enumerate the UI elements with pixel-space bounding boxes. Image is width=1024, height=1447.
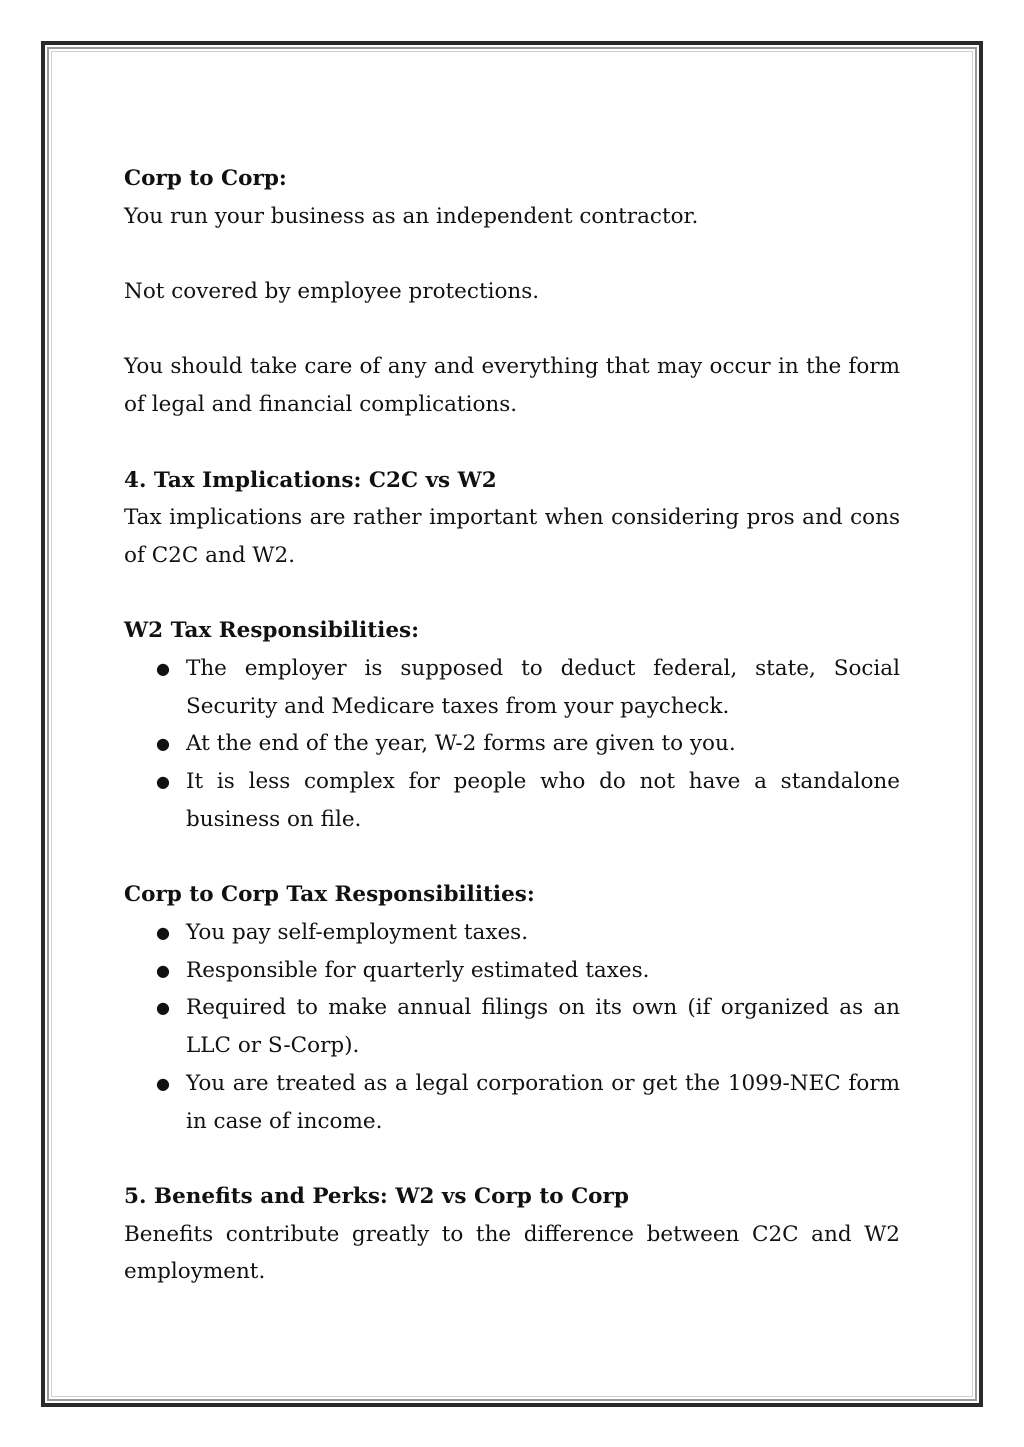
list-item — [124, 725, 900, 763]
spacer — [124, 575, 900, 613]
spacer — [124, 311, 900, 349]
bullet-icon: ● — [156, 734, 170, 754]
list-item — [124, 763, 900, 838]
list-item — [124, 989, 900, 1064]
c2c-tax-heading: Corp to Corp Tax Responsibilities: — [124, 882, 535, 908]
tax-implications-para: Tax implications are rather important when considering pros and cons of C2C and W2. — [124, 505, 900, 568]
corp-to-corp-para-1: You run your business as an independent contractor. — [124, 203, 699, 229]
benefits-heading: 5. Benefits and Perks: W2 vs Corp to Corp — [124, 1183, 629, 1209]
list-item — [124, 914, 900, 952]
bullet-icon: ● — [156, 960, 170, 980]
list-item — [124, 650, 900, 725]
spacer — [124, 424, 900, 462]
list-item-text: Required to make annual filings on its own (if organized as an LLC or S-Corp). — [186, 995, 900, 1059]
c2c-tax-list — [124, 914, 900, 1140]
list-item-text: You pay self-employment taxes. — [186, 919, 529, 945]
corp-to-corp-para-3: You should take care of any and everything that may occur in the form of legal and financial complications. — [124, 354, 900, 418]
tax-implications-heading: 4. Tax Implications: C2C vs W2 — [124, 467, 497, 493]
w2-tax-list — [124, 650, 900, 839]
corp-to-corp-para-2: Not covered by employee protections. — [124, 279, 540, 305]
list-item-text: At the end of the year, W-2 forms are given to you. — [186, 731, 736, 757]
w2-tax-heading: W2 Tax Responsibilities: — [124, 618, 420, 644]
list-item-text: You are treated as a legal corporation or get the 1099-NEC form in case of income. — [186, 1070, 900, 1134]
list-item — [124, 952, 900, 990]
list-item-text: Responsible for quarterly estimated taxes. — [186, 957, 650, 983]
benefits-para: Benefits contribute greatly to the difference between C2C and W2 employment. — [124, 1221, 900, 1285]
document-body — [124, 160, 900, 1291]
corp-to-corp-heading: Corp to Corp: — [124, 166, 287, 191]
list-item-text: The employer is supposed to deduct federal, state, Social Security and Medicare taxes from your paycheck. — [186, 656, 900, 719]
bullet-icon: ● — [156, 659, 170, 679]
bullet-icon: ● — [156, 922, 170, 942]
spacer — [124, 235, 900, 273]
spacer — [124, 839, 900, 877]
bullet-icon: ● — [156, 1073, 170, 1093]
bullet-icon: ● — [156, 998, 170, 1018]
bullet-icon: ● — [156, 772, 170, 792]
list-item-text: It is less complex for people who do not have a standalone business on file. — [186, 769, 900, 832]
list-item — [124, 1065, 900, 1140]
spacer — [124, 1140, 900, 1178]
